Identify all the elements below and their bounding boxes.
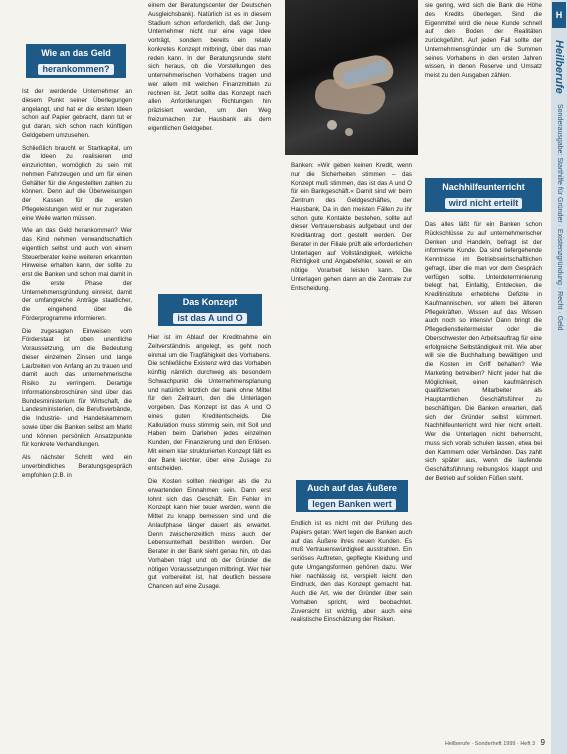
heading-line1: Auch auf das Äußere xyxy=(306,483,398,493)
paragraph: Wie an das Geld herankommen? Wer das Kind nehmen verwandtschaftlich eigentlich selbst und auch von einem Steuerberater keine weiteren erkannten Hinweise erhalten kann, der sollte zu erst die Banken und schon mal damit in die erste Phase der Unternehmensgründung einreist, damit der umfangreiche Anträge staatlicher, die eingehend über die Förderprogramme informieren. xyxy=(22,227,132,322)
column-1 xyxy=(22,88,132,480)
heading-auch-auf-das-aeussere xyxy=(296,480,408,512)
paragraph: Die Kosten sollten niedriger als die zu erwartenden Einnahmen sein. Dann erst lohnt sich das Geschäft. Ein Fehler im Konzept kann hier teuer werden, wenn die Mittel zu knapp bemessen sind und die Anlaufphase länger dauert als erwartet. Denn zwischenzeitlich muss auch der Lebensunterhalt bestritten werden. Der Berater in der Bank sieht genau hin, ob das Vorhaben trägt und ob der Gründer die nötigen Voraussetzungen mitbringt. Wer hier gut vorbereitet ist, hat deutlich bessere Chancen auf eine Zusage. xyxy=(148,478,271,590)
paragraph: Das alles läßt für ein Banken schon Rückschlüsse zu auf unternehmerischer Denken und Handeln, befragt ist der informierte Kunde. Da sind tiefergehende Kenntnisse im Betriebswirtschaftlichen gefragt, über die man vor dem Gespräch verfügen sollte. Unterdeterminierung belegt hat, Einfaltig, Entdecken, die Kreditinstitute erhebliche Defizite in Kaufmannischen, vor allem bei älteren Pflegekräften. Wissen auf das Wissen auch noch so intensiv! Dann bringt die Pflegedienstleitermeister oder die Oberschwester den Arbeitsauftrag für eine erfolgreiche Selbständigkeit mit. Wie aber will sie die Buchhaltung bewältigen und die Kosten im Griff behalten? Wie Marketing betreiben? Nicht jeder hat die Möglichkeit, einen kaufmännisch qualifizierten Mitarbeiter als Hauptamtlichen Geschäftsführer zu beschäftigen. Die Banken erwarten, daß sich der Gründer selbst kümmert. Nachhilfeunterricht wird hier nicht erteilt. Wer die Unterlagen nicht beherrscht, muss sich vorab schulen lassen, etwa bei den Kammern oder Verbänden. Das zahlt sich später aus, wenn die laufende Geschäftsführung reibungslos klappt und der Betrieb auf soliden Füßen steht. xyxy=(425,221,542,482)
photo-hands-with-money xyxy=(285,0,418,155)
heading-line1: Das Konzept xyxy=(182,297,238,307)
heading-wie-an-das-geld xyxy=(26,44,126,78)
side-strip xyxy=(551,0,567,754)
paragraph: Hier ist im Ablauf der Kreditnahme ein Zeitverständnis angelegt, es geht noch einmal um die Tragfähigkeit des Vorhabens. Die schließliche Existenz wird das Vorhaben künftig nämlich durchweg als besondern Schwachpunkt die Unternehmensplanung und natürlich letztlich der bank ohne Mittel für den Zeitraum, den die Unterlagen vorgeben. Das Konzept ist das A und O eines guten Kreditentscheids. Die Kalkulation muss stimmig sein, mit Soll und Haben beim Darlehen jedes einzelnen Kunden, der Finanzierung und den Erlösen. Mit einem klar strukturierten Konzept fällt es der Bank leichter, über eine Zusage zu entscheiden. xyxy=(148,334,271,473)
column-4-bottom xyxy=(425,221,542,484)
paragraph: Die zugesagten Einweisen vom Förderstaat ist oben unentliche Voraussetzung, um die Bedeutung dieser einzelnen Zinsen und lange Laufzeiten von Anfang an zu trauen und damit auch das unternehmerische Risiko zu verringern. Derartige Informationsbroschüren sind über das Bundesministerium für Wirtschaft, die Landesministerien, die Berufsverbände, die Industrie- und Handelskammern sowie über die Banken selbst am Markt und können persönlich Ansatzpunkte für konkrete Verhandlungen. xyxy=(22,327,132,449)
column-3-bottom xyxy=(291,520,412,625)
magazine-logo: H xyxy=(552,2,566,28)
column-2-top xyxy=(148,2,271,133)
heading-line2: herankommen? xyxy=(38,64,113,75)
page-number: 9 xyxy=(540,738,545,747)
paragraph: Ist der werdende Unternehmer an diesem Punkt seiner Überlegungen angelangt, und hat er die ersten Ideen schon auf Papier gebracht, dann tut er gut daran, sich schon nach künftigen Geldgebern umzusehen. xyxy=(22,88,132,139)
paragraph: Als nächster Schritt wird ein unverbindliches Beratungsgespräch empfohlen (z.B. in xyxy=(22,454,132,479)
paragraph: Schließlich braucht er Startkapital, um die Ideen zu realisieren und einzurichten, womöglich zu sein mit nehmen Fahrzeugen und um für einen Gehälter für die Angestellten zahlen zu können. Denn auf die Überweisungen der Kassen für die ersten Pflegeleistungen wird er nur zugeraten eine Weile warten müssen. xyxy=(22,144,132,222)
paragraph: einem der Beratungscenter der Deutschen Ausgleichsbank). Natürlich ist es in diesem Stadium schon erforderlich, daß der Jung-Unternehmer nicht nur eine vage Idee vorträgt, sondern bereits ein relativ konkretes Konzept mitbringt, über das man reden kann. In der Beratungsrunde steht sich heraus, ob die Vorstellungen des unternehmerischen Vorhabens tragen und wer allem mit welchen Finanzmitteln zu rechnen ist. Jetzt sollte das Konzept nach allen Anforderungen Richtungen hin präzisiert werden, um den Weg freizumachen zur Hausbank als dem eigentlichen Geldgeber. xyxy=(148,2,271,132)
heading-line2: ist das A und O xyxy=(173,313,246,324)
heading-line1: Nachhilfeunterricht xyxy=(442,182,525,192)
paragraph: Banken: »Wir geben keinen Kredit, wenn nur die Sicherheiten stimmen – das Konzept muß stimmen, das ist das A und O für ein Bankgeschäft.« Damit sind wir beim Zentrum des Geldgeschäftes, der Hausbank. Da in den meisten Fällen zu ihr schon gute Kontakte bestehen, sollte auf dieser Vertrauensbasis aufgebaut und der Kreditantrag dort gestellt werden. Der Berater in der Filiale prüft alle erforderlichen Unterlagen auf Vollständigkeit, wirkliche Richtigkeit und Angabefehler, soweit er ein nötige Vorarbeit leisten kann. Die Unterlagen gehen dann an die Zentrale zur Entscheidung. xyxy=(291,162,412,292)
side-title: Heilberufe xyxy=(553,40,565,94)
side-vertical-title xyxy=(553,40,565,740)
photo-coin xyxy=(327,120,337,130)
footer-text: Heilberufe · Sonderheft 1999 · Heft 3 xyxy=(444,741,536,747)
side-subtitle: Sonderausgabe: Starthilfe für Gründer · Existenzgründung · Recht · Geld xyxy=(556,103,563,331)
paragraph: sie gering, wird sich die Bank die Höhe des Kredits überlegen. Sind die Eigenmittel wird die neue Kunde schnell auf den Boden der Realitäten zurückgeführt. Auf jeden Fall sollte der Unternehmensgründer um die Summen seines Vorhabens in den ersten Jahren wissen, in denen Reserve und Umsatz meist zu den Ausgaben zählen. xyxy=(425,2,542,79)
heading-nachhilfeunterricht xyxy=(425,178,542,212)
column-3-top xyxy=(291,162,412,293)
heading-line2: legen Banken wert xyxy=(308,499,396,510)
column-4-top xyxy=(425,2,542,81)
page-footer xyxy=(425,738,545,747)
heading-line1: Wie an das Geld xyxy=(41,48,111,58)
heading-das-konzept xyxy=(158,294,262,326)
photo-coin xyxy=(345,128,353,136)
paragraph: Endlich ist es nicht mit der Prüfung des Papiers getan: Wert legen die Banken auch auf das Äußere ihres neuen Kunden. Es muß Vertrauenswürdigkeit ausstrahlen. Ein seriöses Auftreten, gepflegte Kleidung und gute Umgangsformen gehören dazu. Wer hier nachlässig ist, verspielt leicht den Eindruck, den das Konzept gemacht hat. Auch die Art, wie der Gründer über sein Vorhaben spricht, wird beobachtet. Zuversicht ist wichtig, aber auch eine realistische Einschätzung der Risiken. xyxy=(291,520,412,624)
column-2-bottom xyxy=(148,334,271,592)
heading-line2: wird nicht erteilt xyxy=(445,198,523,209)
